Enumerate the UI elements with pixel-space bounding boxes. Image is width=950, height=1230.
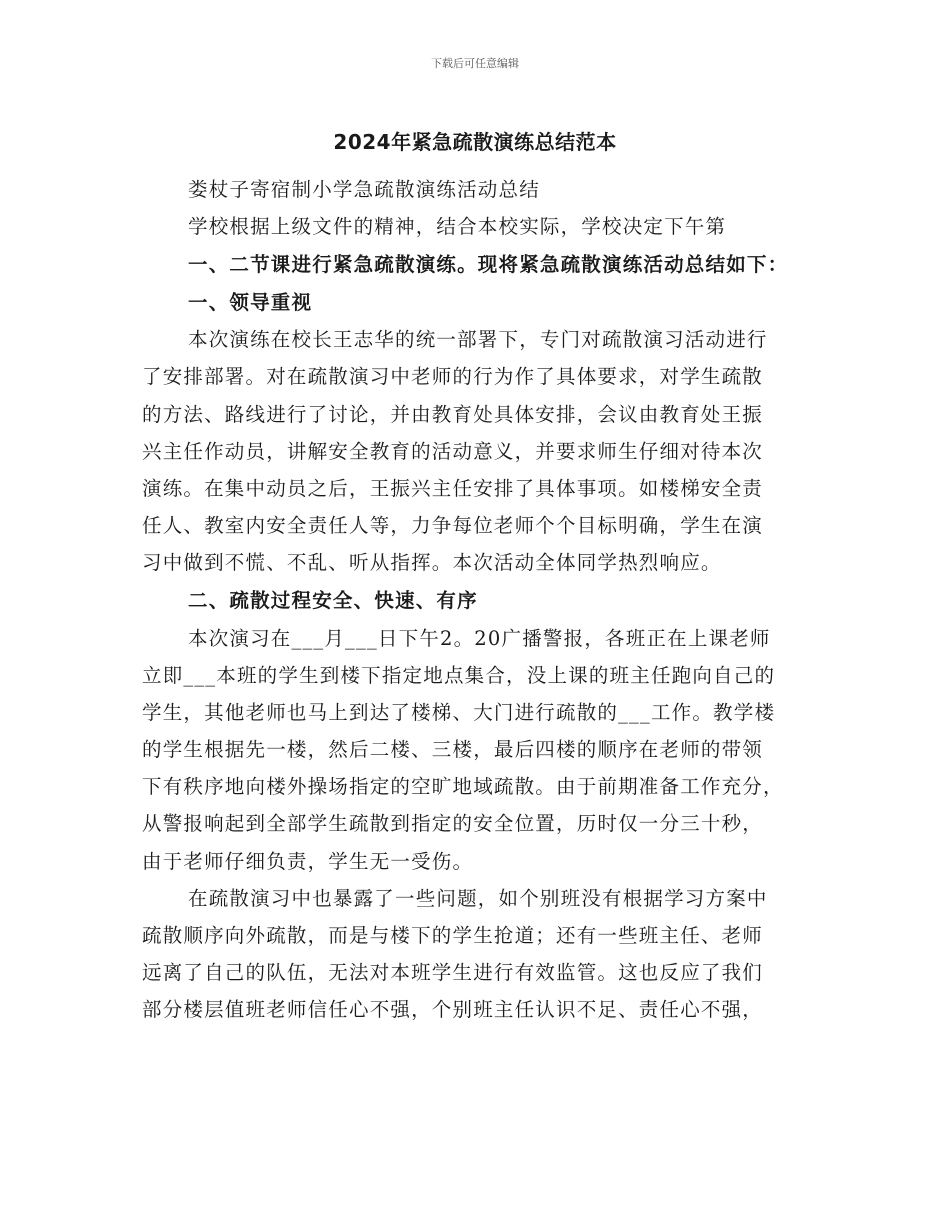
paragraph-line: 的方法、路线进行了讨论，并由教育处具体安排，会议由教育处王振	[142, 403, 764, 426]
paragraph-line: 学校根据上级文件的精神，结合本校实际，学校决定下午第	[188, 215, 727, 238]
paragraph-line: 疏散顺序向外疏散，而是与楼下的学生抢道；还有一些班主任、老师	[142, 924, 764, 947]
paragraph-line: 一、二节课进行紧急疏散演练。现将紧急疏散演练活动总结如下：	[188, 253, 789, 276]
paragraph-line: 部分楼层值班老师信任心不强，个别班主任认识不足、责任心不强，	[142, 998, 764, 1021]
paragraph-line: 演练。在集中动员之后，王振兴主任安排了具体事项。如楼梯安全责	[142, 477, 764, 500]
paragraph-line: 在疏散演习中也暴露了一些问题，如个别班没有根据学习方案中	[188, 887, 768, 910]
paragraph-line: 由于老师仔细负责，学生无一受伤。	[142, 850, 474, 873]
paragraph-line: 立即___本班的学生到楼下指定地点集合，没上课的班主任跑向自己的	[142, 664, 776, 687]
paragraph-line: 兴主任作动员，讲解安全教育的活动意义，并要求师生仔细对待本次	[142, 440, 764, 463]
paragraph-line: 远离了自己的队伍，无法对本班学生进行有效监管。这也反应了我们	[142, 961, 764, 984]
paragraph-line: 下有秩序地向楼外操场指定的空旷地域疏散。由于前期准备工作充分，	[142, 775, 784, 798]
paragraph-line: 本次演练在校长王志华的统一部署下，专门对疏散演习活动进行	[188, 328, 768, 351]
paragraph-line: 了安排部署。对在疏散演习中老师的行为作了具体要求，对学生疏散	[142, 365, 764, 388]
paragraph-line: 本次演习在___月___日下午2。20广播警报，各班正在上课老师	[188, 627, 771, 650]
paragraph-line: 习中做到不慌、不乱、听从指挥。本次活动全体同学热烈响应。	[142, 551, 722, 574]
paragraph-line: 的学生根据先一楼，然后二楼、三楼，最后四楼的顺序在老师的带领	[142, 738, 764, 761]
section-heading: 二、疏散过程安全、快速、有序	[188, 589, 478, 612]
paragraph-line: 娄杖子寄宿制小学急疏散演练活动总结	[188, 178, 540, 201]
paragraph-line: 任人、教室内安全责任人等，力争每位老师个个目标明确，学生在演	[142, 514, 764, 537]
header-note: 下载后可任意编辑	[431, 57, 519, 70]
paragraph-line: 学生，其他老师也马上到达了楼梯、大门进行疏散的___工作。教学楼	[142, 701, 776, 724]
paragraph-line: 从警报响起到全部学生疏散到指定的安全位置，历时仅一分三十秒，	[142, 812, 764, 835]
document-title: 2024年紧急疏散演练总结范本	[333, 130, 617, 154]
section-heading: 一、领导重视	[188, 291, 313, 314]
